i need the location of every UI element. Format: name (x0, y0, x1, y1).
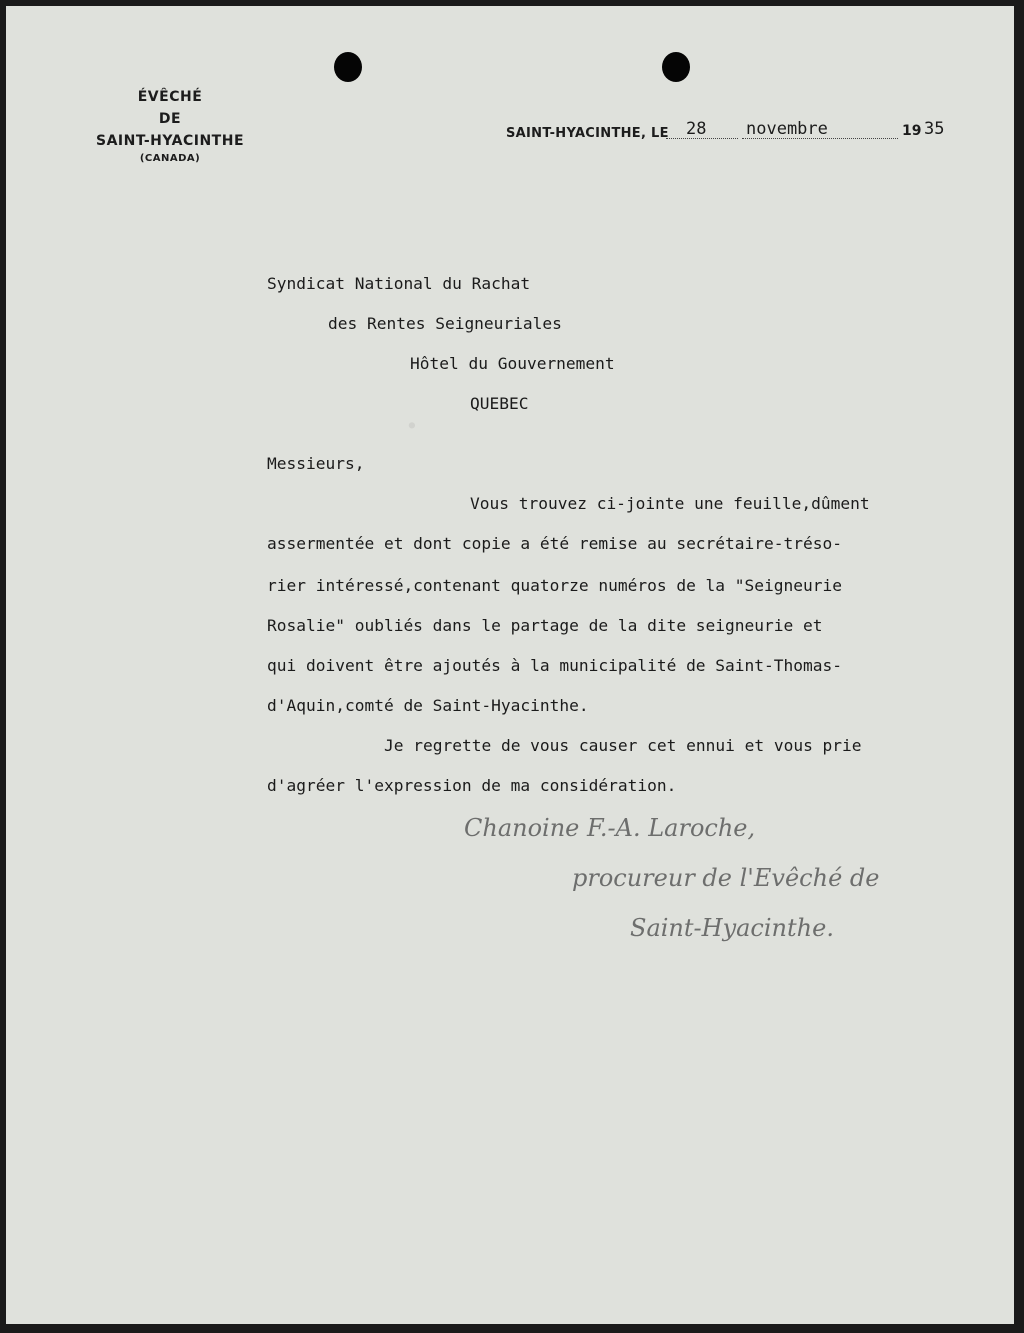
letter-page (6, 6, 1014, 1324)
letterhead (80, 86, 260, 166)
body-line: Je regrette de vous causer cet ennui et vous prie (384, 736, 862, 755)
address-line: Syndicat National du Rachat (267, 274, 531, 293)
faint-bleed-through-stamp: · (406, 406, 418, 446)
punch-hole-left (334, 52, 362, 82)
body-line: d'Aquin,comté de Saint-Hyacinthe. (267, 696, 589, 715)
signature-line: Chanoine F.-A. Laroche, (464, 814, 756, 842)
body-line: rier intéressé,contenant quatorze numéros de la "Seigneurie (267, 576, 842, 595)
signature-line: procureur de l'Evêché de (572, 864, 880, 892)
body-line: assermentée et dont copie a été remise au secrétaire-tréso- (267, 534, 842, 553)
date-day: 28 (686, 119, 707, 139)
salutation: Messieurs, (267, 454, 365, 473)
punch-hole-right (662, 52, 690, 82)
letterhead-line: SAINT-HYACINTHE (95, 133, 245, 149)
letterhead-line: (CANADA) (139, 153, 201, 164)
body-line: d'agréer l'expression de ma considération. (267, 776, 677, 795)
letterhead-line: DE (158, 111, 182, 127)
address-line: des Rentes Seigneuriales (328, 314, 562, 333)
letterhead-line: ÉVÊCHÉ (137, 89, 203, 105)
date-year-suffix: 35 (924, 119, 945, 139)
date-year-prefix: 19 (902, 123, 922, 139)
signature-line: Saint-Hyacinthe. (630, 914, 834, 942)
body-line: qui doivent être ajoutés à la municipalité de Saint-Thomas- (267, 656, 842, 675)
dateline-place: SAINT-HYACINTHE, LE (506, 126, 669, 141)
address-line: QUEBEC (470, 394, 529, 413)
body-line: Vous trouvez ci-jointe une feuille,dûment (470, 494, 870, 513)
body-line: Rosalie" oubliés dans le partage de la dite seigneurie et (267, 616, 823, 635)
date-month: novembre (746, 119, 828, 139)
address-line: Hôtel du Gouvernement (410, 354, 615, 373)
